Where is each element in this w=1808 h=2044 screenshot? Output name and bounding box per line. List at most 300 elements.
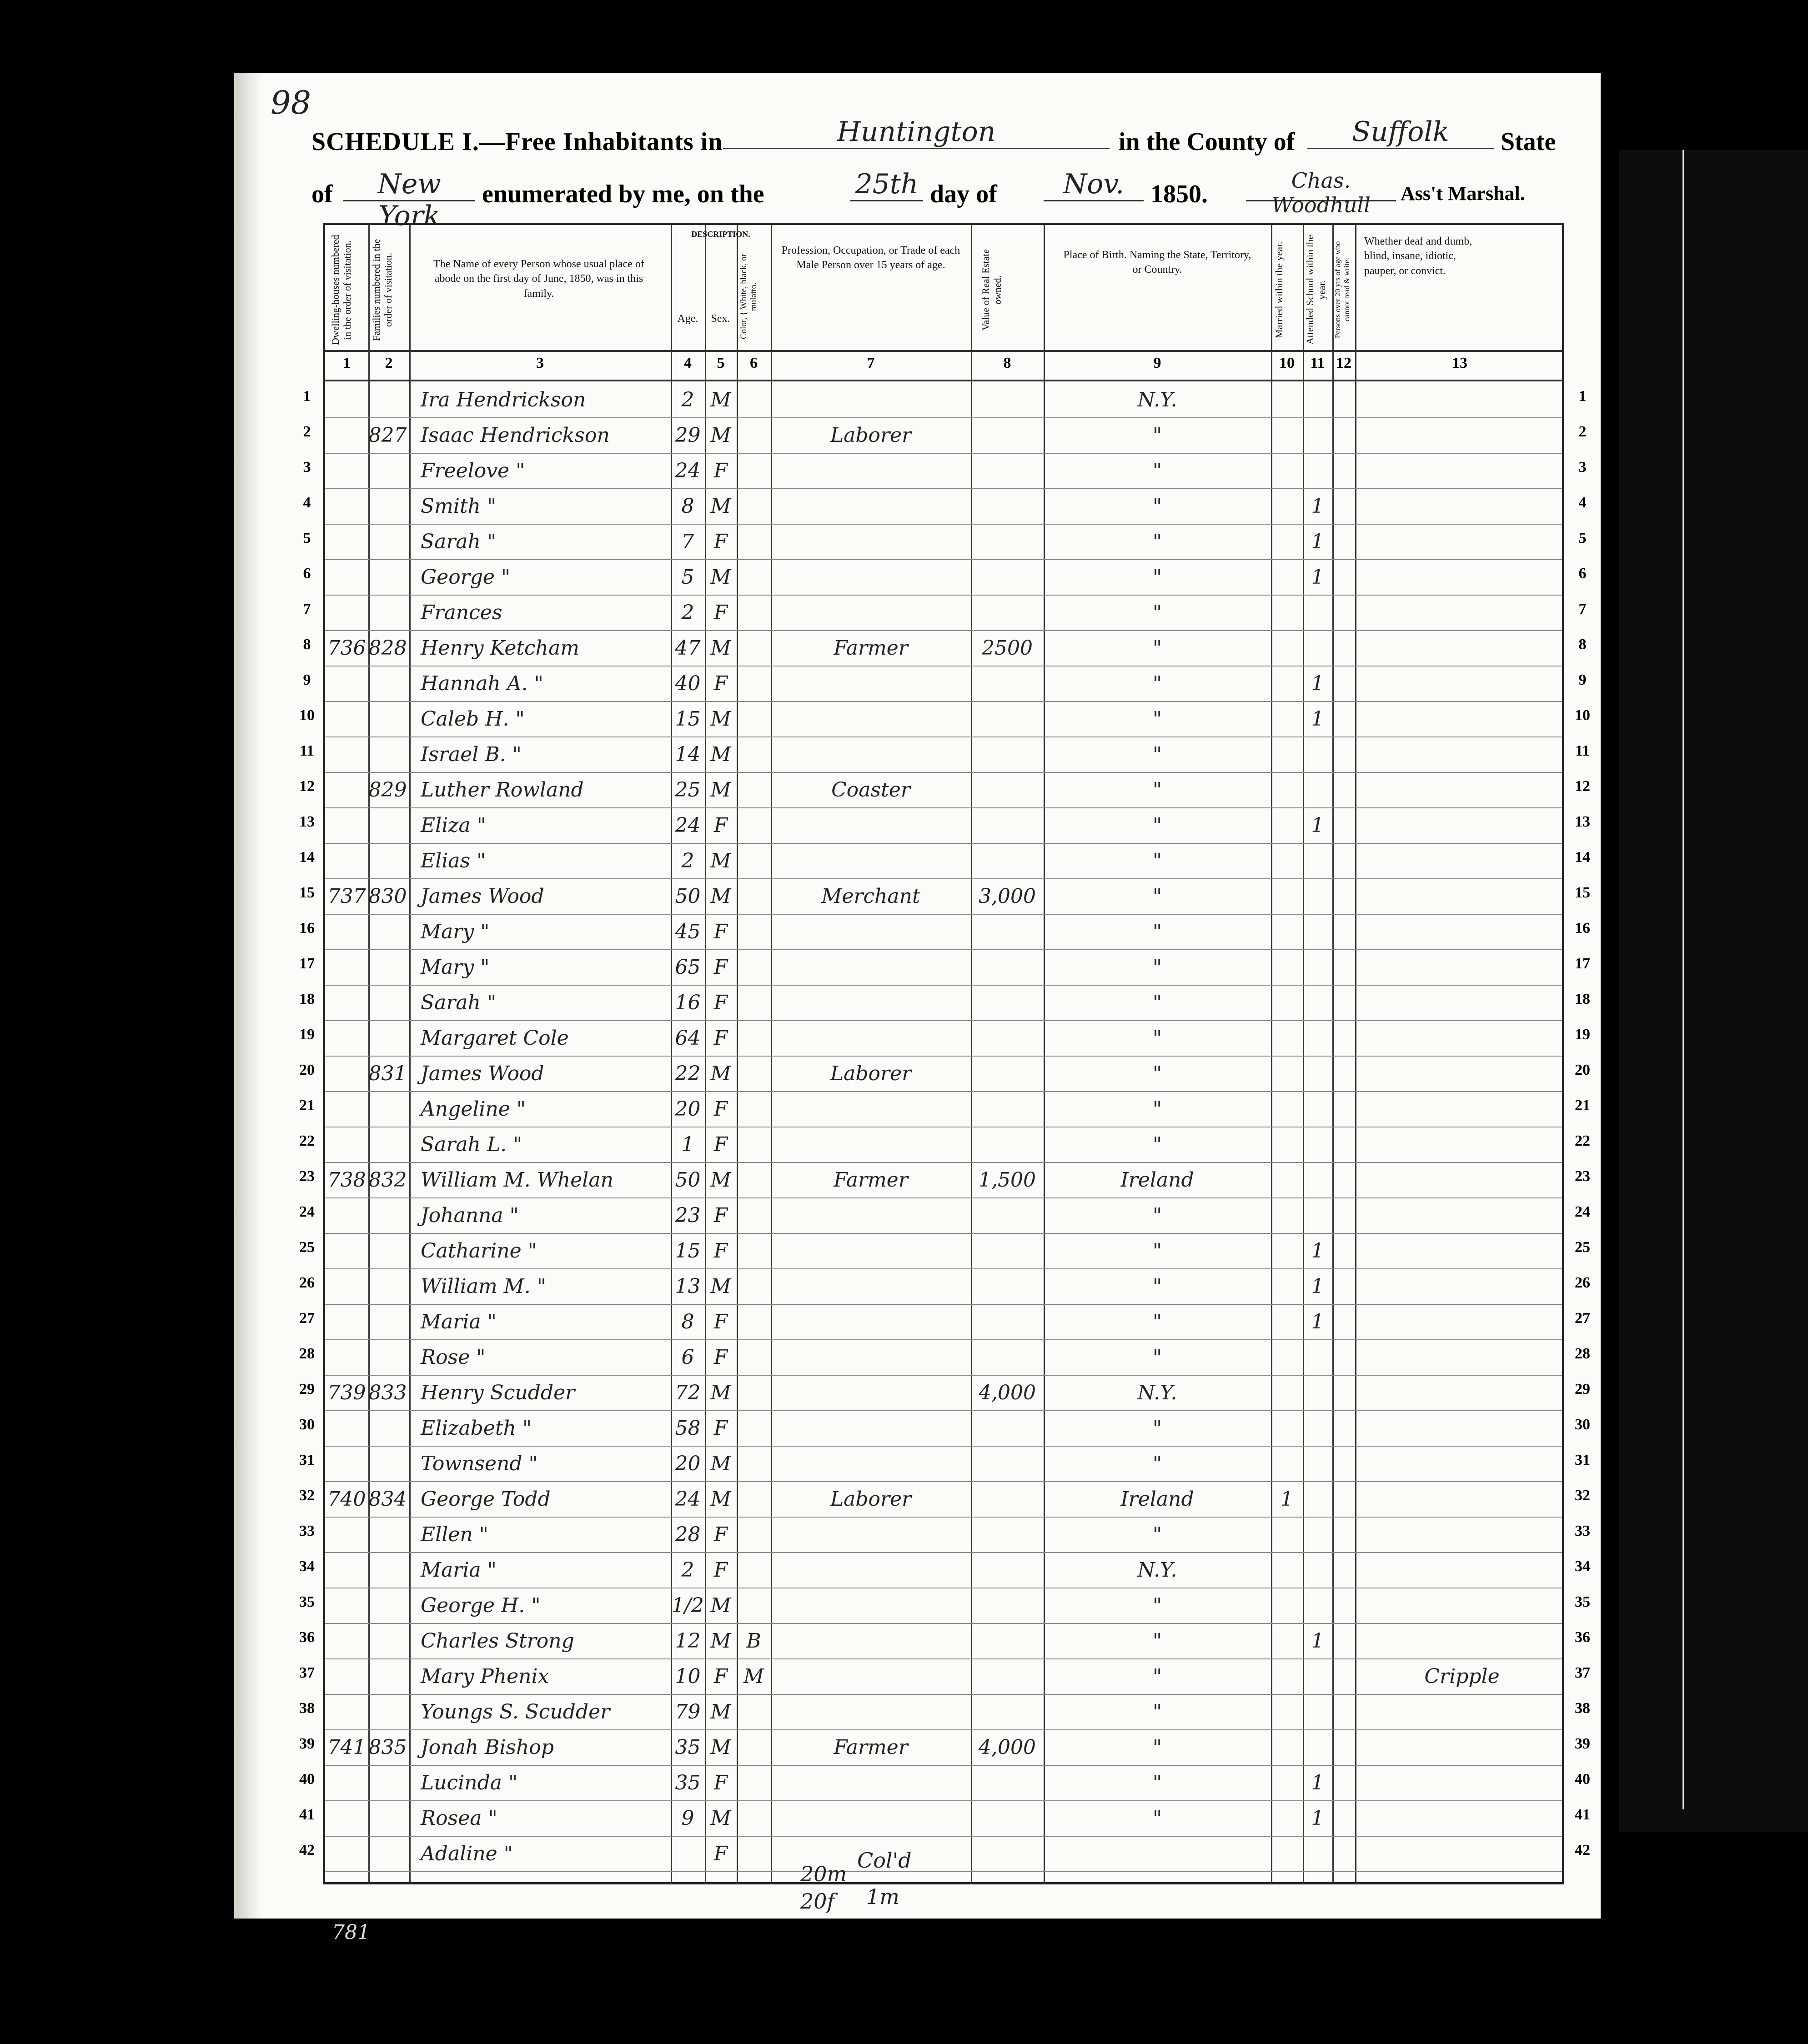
line-number: 13 [299,813,315,830]
cell-age: 65 [675,956,701,979]
line-number: 11 [1575,742,1590,759]
cell-sex: F [713,956,728,979]
cell-age: 28 [675,1523,701,1546]
line-number: 12 [1575,778,1590,795]
line-number: 33 [299,1523,315,1539]
cell-age: 6 [681,1346,694,1369]
row-divider [325,453,1562,454]
cell-birth: Ireland [1120,1168,1194,1192]
cell-birth: " [1152,1204,1162,1227]
row-divider [325,1304,1562,1305]
cell-occ: Laborer [830,1488,912,1511]
cell-name: William M. Whelan [421,1168,613,1192]
cell-dw: 741 [327,1736,366,1759]
cell-birth: " [1152,814,1162,837]
cell-sex: M [710,743,731,766]
cell-age: 29 [675,424,701,447]
line-number: 28 [299,1345,315,1362]
row-divider [325,1339,1562,1340]
cell-name: Margaret Cole [421,1027,569,1050]
cell-name: Mary " [421,920,490,943]
cell-sex: M [710,1168,731,1192]
line-number: 4 [303,494,311,511]
cell-fam: 832 [368,1168,407,1192]
cell-name: Ellen " [421,1523,488,1546]
line-number: 2 [1578,423,1587,440]
cell-birth: " [1152,1452,1162,1475]
cell-birth: " [1152,1736,1162,1759]
col-name-header: The Name of every Person whose usual place of abode on the first day of June, 1850, was in this family. [433,258,644,300]
line-number: 33 [1575,1523,1590,1539]
row-divider [325,807,1562,808]
county-label: in the County of [1119,128,1295,156]
film-stamp: 781 [332,1921,370,1944]
line-number: 15 [1575,884,1590,901]
cell-sex: F [713,1771,728,1794]
cell-name: Henry Scudder [421,1381,575,1404]
cell-val: 1,500 [979,1168,1036,1192]
description-header: DESCRIPTION. [691,230,750,239]
row-divider [325,1729,1562,1730]
line-number: 40 [1575,1771,1590,1788]
row-divider [325,1517,1562,1518]
cell-sex: M [710,1594,731,1617]
cell-sex: M [710,1807,731,1830]
cell-sex: M [710,1736,731,1759]
cell-age: 64 [675,1027,701,1050]
cell-sex: F [713,1310,728,1333]
cell-fam: 830 [368,885,407,908]
cell-name: Elias " [421,849,486,872]
cell-birth: " [1152,1027,1162,1050]
cell-name: Sarah L. " [421,1133,522,1156]
row-divider [325,1623,1562,1624]
line-number: 34 [1575,1558,1590,1575]
line-number: 7 [303,601,311,617]
cell-sex: M [710,566,731,589]
line-number: 19 [1575,1026,1590,1043]
cell-age: 7 [681,530,694,553]
census-sheet [234,73,1601,1919]
colnum-13: 13 [1452,355,1467,371]
row-divider [325,1020,1562,1021]
col-birthplace-header: Place of Birth. Naming the State, Territory, or Country. [1063,249,1251,276]
row-divider [325,488,1562,489]
cell-age: 24 [675,1488,701,1511]
cell-sex: M [710,636,731,660]
row-divider [325,878,1562,879]
colnum-8: 8 [1003,355,1011,371]
place-field: Huntington [723,116,1110,149]
line-number: 19 [299,1026,315,1043]
cell-birth: " [1152,601,1162,624]
colnum-11: 11 [1310,355,1325,371]
cell-birth: " [1152,1097,1162,1121]
cell-name: Maria " [421,1310,497,1333]
cell-name: Catharine " [421,1239,537,1262]
row-divider [325,1091,1562,1092]
line-number: 35 [299,1593,315,1610]
cell-name: Hannah A. " [421,672,543,695]
colnum-3: 3 [536,355,544,371]
cell-name: Adaline " [421,1842,513,1865]
cell-name: Freelove " [421,459,525,482]
cell-birth: N.Y. [1137,388,1177,411]
row-divider [325,1197,1562,1198]
row-divider [325,1800,1562,1801]
col-real-estate-header: Value of Real Estate owned. [980,249,1003,331]
cell-age: 13 [675,1275,701,1298]
row-divider [325,595,1562,596]
cell-school: 1 [1311,707,1324,731]
colnum-2: 2 [385,355,393,371]
line-number: 21 [299,1097,315,1114]
cell-name: Elizabeth " [421,1417,532,1440]
cell-name: Johanna " [421,1204,519,1227]
cell-birth: N.Y. [1137,1381,1177,1404]
cell-age: 8 [681,495,694,518]
cell-sex: F [713,1097,728,1121]
line-number: 35 [1575,1593,1590,1610]
cell-name: Frances [421,601,502,624]
cell-school: 1 [1311,1239,1324,1262]
line-number: 4 [1578,494,1587,511]
line-number: 32 [299,1487,315,1504]
line-number: 5 [303,530,311,546]
cell-birth: " [1152,495,1162,518]
line-number: 41 [1575,1806,1590,1823]
cell-name: Lucinda " [421,1771,518,1794]
cell-birth: " [1152,1523,1162,1546]
row-divider [325,417,1562,418]
cell-birth: " [1152,920,1162,943]
cell-name: William M. " [421,1275,546,1298]
cell-sex: M [710,1381,731,1404]
cell-name: James Wood [421,885,544,908]
cell-sex: M [710,885,731,908]
cell-name: Sarah " [421,991,497,1014]
cell-school: 1 [1311,1807,1324,1830]
row-divider [325,1481,1562,1482]
line-number: 13 [1575,813,1590,830]
cell-name: Ira Hendrickson [421,388,586,411]
page-edge-shadow [234,73,261,1919]
cell-sex: F [713,459,728,482]
row-divider [325,1446,1562,1447]
day-label: day of [930,180,997,208]
cell-occ: Laborer [830,424,912,447]
line-number: 5 [1578,530,1587,546]
cell-age: 1 [681,1133,694,1156]
schedule-title: SCHEDULE I.—Free Inhabitants in [311,128,723,156]
line-number: 3 [303,459,311,476]
line-number: 41 [299,1806,315,1823]
col-married-header: Married within the year. [1273,241,1285,338]
line-number: 26 [1575,1274,1590,1291]
row-divider [325,1694,1562,1695]
line-number: 31 [299,1452,315,1468]
cell-sex: F [713,530,728,553]
line-number: 7 [1578,601,1587,617]
cell-name: Mary " [421,956,490,979]
cell-sex: F [713,1239,728,1262]
cell-birth: " [1152,991,1162,1014]
cell-sex: F [713,1523,728,1546]
of-label: of [311,180,333,208]
line-number: 36 [299,1629,315,1646]
cell-color: B [746,1629,761,1653]
cell-birth: " [1152,1771,1162,1794]
line-number: 39 [299,1735,315,1752]
row-divider [325,1871,1562,1872]
cell-age: 16 [675,991,701,1014]
cell-occ: Farmer [834,1168,908,1192]
cell-school: 1 [1311,672,1324,695]
cell-sex: F [713,1665,728,1688]
cell-birth: " [1152,849,1162,872]
line-number: 38 [1575,1700,1590,1717]
cell-age: 2 [681,849,694,872]
line-number: 8 [1578,636,1587,653]
cell-birth: " [1152,707,1162,731]
cell-fam: 835 [368,1736,407,1759]
line-number: 1 [1578,388,1587,405]
tally-males: 20m [800,1862,847,1886]
cell-age: 22 [675,1062,701,1085]
line-number: 30 [299,1416,315,1433]
line-number: 9 [1578,671,1587,688]
cell-occ: Farmer [834,636,908,660]
cell-age: 50 [675,1168,701,1192]
colnum-9: 9 [1153,355,1161,371]
cell-val: 4,000 [979,1381,1036,1404]
cell-sex: M [710,1700,731,1723]
cell-sex: F [713,1027,728,1050]
cell-name: Eliza " [421,814,486,837]
cell-birth: " [1152,1594,1162,1617]
cell-sex: M [710,1629,731,1653]
cell-birth: " [1152,1417,1162,1440]
tally-colored-males: 1m [866,1884,899,1909]
cell-school: 1 [1311,1275,1324,1298]
cell-age: 35 [675,1736,701,1759]
cell-school: 1 [1311,566,1324,589]
row-divider [325,1410,1562,1411]
cell-birth: " [1152,636,1162,660]
month-field: Nov. [1044,168,1144,201]
cell-name: James Wood [421,1062,544,1085]
line-number: 23 [299,1168,315,1185]
cell-fam: 833 [368,1381,407,1404]
cell-age: 14 [675,743,701,766]
cell-age: 15 [675,707,701,731]
line-number: 1 [303,388,311,405]
cell-age: 45 [675,920,701,943]
cell-school: 1 [1311,1629,1324,1653]
cell-age: 58 [675,1417,701,1440]
cell-birth: N.Y. [1137,1558,1177,1582]
line-number: 25 [299,1239,315,1256]
row-divider [325,985,1562,986]
cell-age: 40 [675,672,701,695]
cell-birth: " [1152,672,1162,695]
row-divider [325,914,1562,915]
cell-school: 1 [1311,814,1324,837]
cell-sex: M [710,1062,731,1085]
cell-dw: 739 [327,1381,366,1404]
cell-school: 1 [1311,530,1324,553]
cell-sex: M [710,707,731,731]
cell-birth: " [1152,1700,1162,1723]
line-number: 6 [303,565,311,582]
row-divider [325,1268,1562,1269]
cell-name: Youngs S. Scudder [421,1700,610,1723]
row-divider [325,949,1562,950]
row-divider [325,1836,1562,1837]
cell-sex: M [710,495,731,518]
cell-sex: M [710,849,731,872]
line-number: 16 [1575,920,1590,937]
cell-fam: 828 [368,636,407,660]
cell-age: 23 [675,1204,701,1227]
col-age-header: Age. [677,313,698,325]
cell-birth: " [1152,743,1162,766]
line-number: 29 [299,1381,315,1398]
census-table [323,223,1564,1884]
col-sex-header: Sex. [711,313,730,325]
line-number: 38 [299,1700,315,1717]
line-number: 34 [299,1558,315,1575]
cell-occ: Merchant [821,885,920,908]
line-number: 28 [1575,1345,1590,1362]
row-divider [325,559,1562,560]
colnum-7: 7 [867,355,875,371]
line-number: 26 [299,1274,315,1291]
col-illiterate-header: Persons over 20 yrs of age who cannot read & write. [1333,241,1351,339]
cell-age: 10 [675,1665,701,1688]
row-divider [325,1233,1562,1234]
cell-age: 12 [675,1629,701,1653]
cell-name: Smith " [421,495,497,518]
row-divider [325,1375,1562,1376]
cell-sex: F [713,1417,728,1440]
col-dwelling-header: Dwelling-houses numbered in the order of visitation. [330,235,353,345]
cell-name: Charles Strong [421,1629,574,1653]
cell-birth: Ireland [1120,1488,1194,1511]
col-family-header: Families numbered in the order of visitation. [371,239,394,341]
cell-sex: M [710,1452,731,1475]
line-number: 14 [1575,849,1590,866]
cell-dw: 738 [327,1168,366,1192]
cell-sex: F [713,672,728,695]
cell-birth: " [1152,778,1162,802]
cell-age: 24 [675,814,701,837]
cell-age: 50 [675,885,701,908]
cell-school: 1 [1311,1771,1324,1794]
line-number: 36 [1575,1629,1590,1646]
cell-birth: " [1152,885,1162,908]
line-number: 12 [299,778,315,795]
adjacent-page-edge [1682,150,1802,1809]
row-divider [325,843,1562,844]
cell-birth: " [1152,1665,1162,1688]
day-field: 25th [850,168,923,201]
cell-sex: F [713,1133,728,1156]
enumerated-label: enumerated by me, on the [482,180,764,208]
colnum-1: 1 [343,355,351,371]
line-number: 11 [299,742,315,759]
line-number: 10 [299,707,315,724]
cell-age: 20 [675,1452,701,1475]
cell-birth: " [1152,956,1162,979]
line-number: 30 [1575,1416,1590,1433]
row-divider [325,1552,1562,1553]
line-number: 24 [1575,1203,1590,1220]
cell-occ: Laborer [830,1062,912,1085]
cell-birth: " [1152,1310,1162,1333]
cell-age: 1/2 [672,1594,704,1617]
col-condition-header: Whether deaf and dumb, blind, insane, idiotic, pauper, or convict. [1364,235,1472,277]
cell-sex: F [713,814,728,837]
state-label: State [1501,128,1556,156]
cell-age: 47 [675,636,701,660]
line-number: 37 [299,1664,315,1681]
cell-birth: " [1152,1275,1162,1298]
line-number: 18 [1575,991,1590,1007]
line-number: 16 [299,920,315,937]
colnum-5: 5 [717,355,725,371]
cell-name: Rosea " [421,1807,497,1830]
row-divider [325,772,1562,773]
cell-name: Sarah " [421,530,497,553]
cell-age: 2 [681,1558,694,1582]
row-divider [325,524,1562,525]
cell-name: George " [421,566,511,589]
cell-age: 72 [675,1381,701,1404]
line-number: 27 [1575,1310,1590,1327]
tally-females: 20f [800,1889,835,1914]
cell-sex: F [713,920,728,943]
state-field: New York [343,168,475,201]
cell-val: 3,000 [979,885,1036,908]
line-number: 39 [1575,1735,1590,1752]
line-number: 25 [1575,1239,1590,1256]
line-number: 22 [299,1132,315,1149]
cell-name: Maria " [421,1558,497,1582]
cell-occ: Farmer [834,1736,908,1759]
line-number: 3 [1578,459,1587,476]
cell-age: 20 [675,1097,701,1121]
col-school-header: Attended School within the year. [1304,235,1327,345]
colnum-12: 12 [1336,355,1351,371]
line-number: 42 [299,1842,315,1859]
cell-name: Israel B. " [421,743,522,766]
cell-birth: " [1152,1807,1162,1830]
line-number: 24 [299,1203,315,1220]
col-color-header: Color, { White, black, or mulatto. [739,254,758,340]
cell-name: Henry Ketcham [421,636,579,660]
cell-sex: F [713,1346,728,1369]
cell-name: George Todd [421,1488,551,1511]
cell-birth: " [1152,1346,1162,1369]
line-number: 20 [299,1062,315,1078]
cell-age: 2 [681,388,694,411]
cell-name: Rose " [421,1346,486,1369]
line-number: 20 [1575,1062,1590,1078]
line-number: 23 [1575,1168,1590,1185]
cell-sex: F [713,1558,728,1582]
row-divider [325,1658,1562,1659]
